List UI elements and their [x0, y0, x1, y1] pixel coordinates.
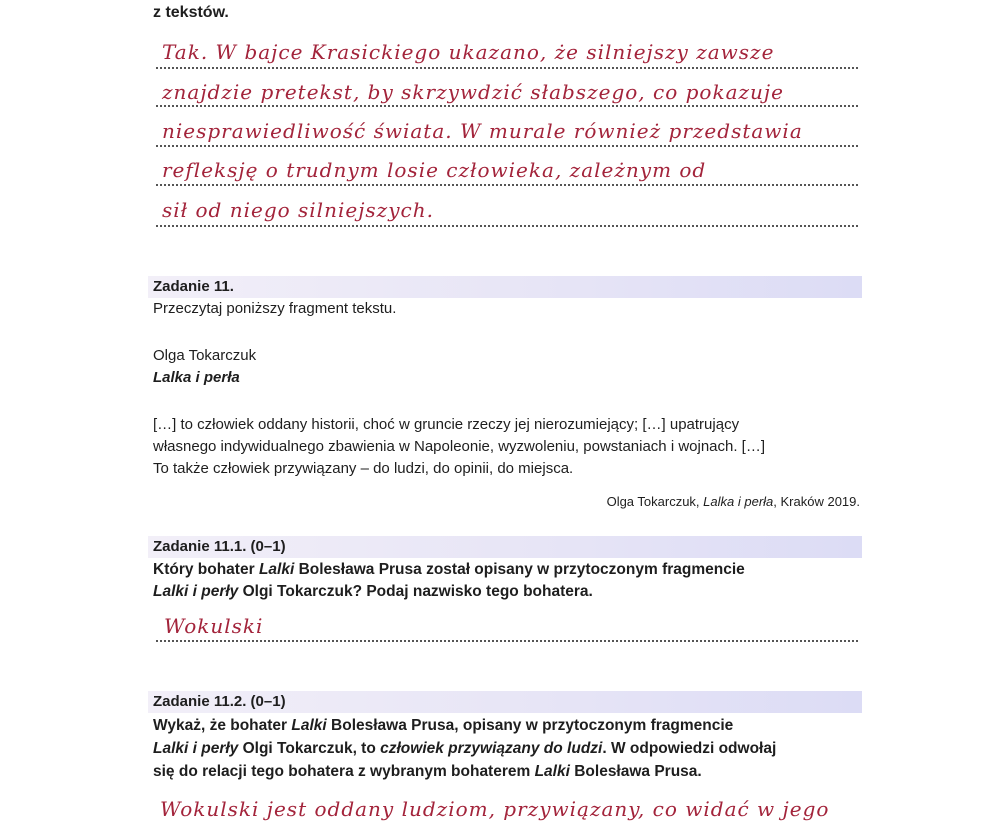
task-question: Który bohater Lalki Bolesława Prusa został opisany w przytoczonym fragmencie Lalki i perły Olgi Tokarczuk? Podaj nazwisko tego bohatera.	[153, 561, 745, 600]
dotted-line	[156, 640, 858, 642]
fragment-line: własnego indywidualnego zbawienia w Napoleonie, wyzwoleniu, powstaniach i wojnach. […]	[153, 438, 766, 455]
text-fragment	[153, 414, 765, 480]
task-header: Zadanie 11.2. (0–1)	[153, 693, 286, 710]
dotted-line	[156, 145, 858, 147]
fragment-line: To także człowiek przywiązany – do ludzi, do opinii, do miejsca.	[153, 460, 574, 477]
handwritten-answer-line: sił od niego silniejszych.	[162, 198, 434, 222]
dotted-line	[156, 105, 858, 107]
task-instruction: Przeczytaj poniższy fragment tekstu.	[153, 300, 397, 317]
handwritten-answer-line: Tak. W bajce Krasickiego ukazano, że silniejszy zawsze	[162, 40, 775, 64]
text-title: Lalka i perła	[153, 369, 240, 386]
handwritten-answer: Wokulski	[164, 614, 264, 638]
dotted-line	[156, 184, 858, 186]
task-question: Wykaż, że bohater Lalki Bolesława Prusa, opisany w przytoczonym fragmencie Lalki i perły Olgi Tokarczuk, to człowiek przywiązany do ludzi. W odpowiedzi odwołaj się do relacji tego bohatera z wybranym bohaterem Lalki Bolesława Prusa.	[153, 717, 777, 780]
task-header: Zadanie 11.1. (0–1)	[153, 538, 286, 555]
fragment-line: […] to człowiek oddany historii, choć w gruncie rzeczy jej nierozumiejący; […] upatrujący	[153, 416, 740, 433]
dotted-line	[156, 67, 858, 69]
task-header-band	[148, 276, 862, 298]
handwritten-answer-line: znajdzie pretekst, by skrzywdzić słabszego, co pokazuje	[162, 80, 784, 104]
handwritten-answer-line: niesprawiedliwość świata. W murale również przedstawia	[162, 119, 803, 143]
handwritten-answer-line: refleksję o trudnym losie człowieka, zależnym od	[162, 158, 707, 182]
top-label: z tekstów.	[153, 4, 229, 21]
text-author: Olga Tokarczuk	[153, 347, 257, 364]
handwritten-answer: Wokulski jest oddany ludziom, przywiązany, co widać w jego	[160, 797, 830, 821]
dotted-line	[156, 225, 858, 227]
task-header: Zadanie 11.	[153, 278, 234, 295]
source-citation: Olga Tokarczuk, Lalka i perła, Kraków 2019.	[606, 494, 860, 509]
